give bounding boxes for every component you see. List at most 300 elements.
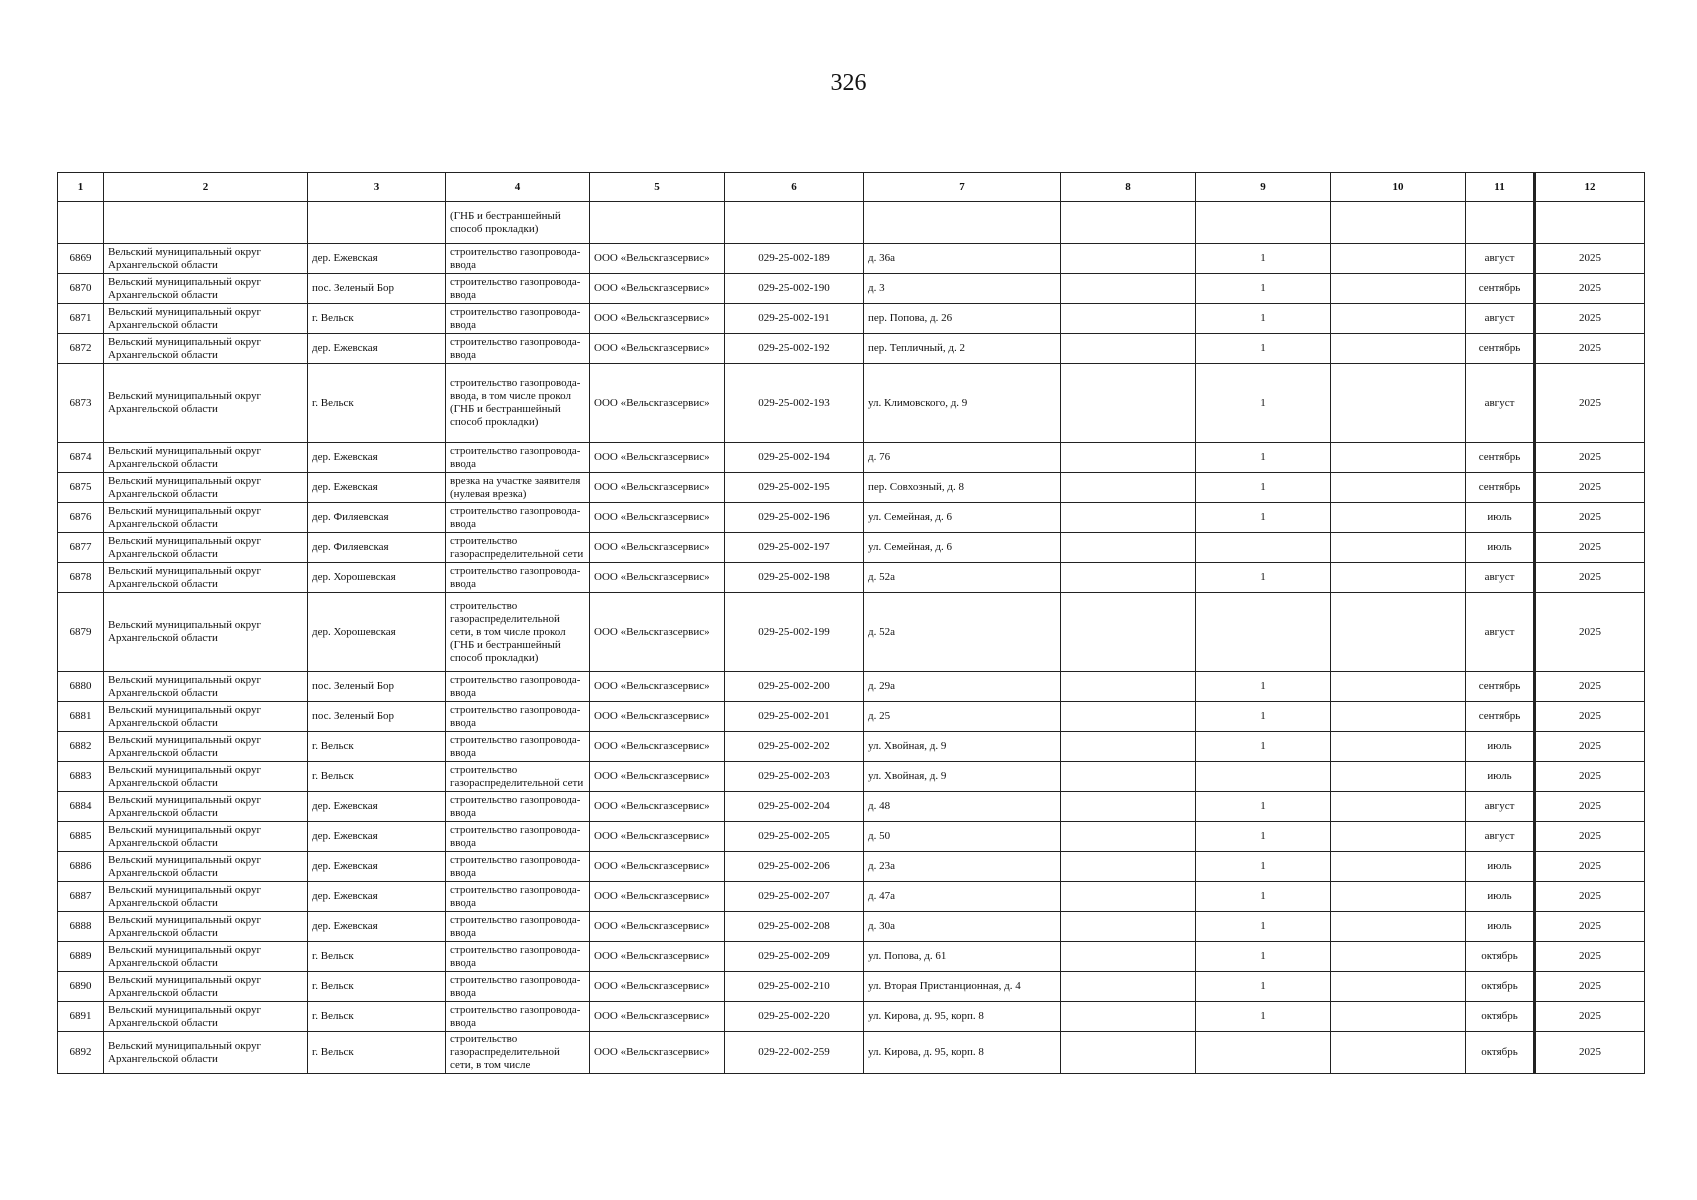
address-cell: д. 29а: [864, 672, 1061, 702]
month-cell: сентябрь: [1466, 672, 1535, 702]
address-cell: д. 48: [864, 792, 1061, 822]
settlement-cell: пос. Зеленый Бор: [308, 274, 446, 304]
month-cell: июль: [1466, 732, 1535, 762]
registry-code-cell: 029-25-002-206: [725, 852, 864, 882]
year-cell: 2025: [1535, 274, 1645, 304]
column-10-cell: [1331, 972, 1466, 1002]
district-cell: Вельский муниципальный округ Архангельской области: [104, 822, 308, 852]
table-row: [58, 533, 1645, 563]
work-type-cell: строительство газопровода-ввода: [446, 563, 590, 593]
work-type-cell: строительство газопровода-ввода: [446, 792, 590, 822]
row-number-cell: 6888: [58, 912, 104, 942]
table-row: [58, 762, 1645, 792]
table-row: [58, 942, 1645, 972]
column-8-cell: [1061, 563, 1196, 593]
month-cell: сентябрь: [1466, 443, 1535, 473]
row-number-cell: 6876: [58, 503, 104, 533]
column-10-cell: [1331, 762, 1466, 792]
month-cell: октябрь: [1466, 1032, 1535, 1074]
address-cell: д. 52а: [864, 593, 1061, 672]
quantity-cell: [1196, 533, 1331, 563]
row-number-cell: 6875: [58, 473, 104, 503]
registry-code-cell: 029-25-002-189: [725, 244, 864, 274]
column-10-cell: [1331, 882, 1466, 912]
settlement-cell: дер. Хорошевская: [308, 593, 446, 672]
table-row: [58, 1002, 1645, 1032]
settlement-cell: дер. Ежевская: [308, 912, 446, 942]
settlement-cell: г. Вельск: [308, 972, 446, 1002]
organization-cell: ООО «Вельскгазсервис»: [590, 304, 725, 334]
work-type-cell: строительство газопровода-ввода: [446, 972, 590, 1002]
registry-code-cell: 029-25-002-193: [725, 364, 864, 443]
quantity-cell: 1: [1196, 942, 1331, 972]
address-cell: ул. Кирова, д. 95, корп. 8: [864, 1032, 1061, 1074]
year-cell: 2025: [1535, 1032, 1645, 1074]
work-type-cell: строительство газораспределительной сети: [446, 762, 590, 792]
quantity-cell: [1196, 593, 1331, 672]
quantity-cell: 1: [1196, 972, 1331, 1002]
table-row: [58, 822, 1645, 852]
organization-cell: ООО «Вельскгазсервис»: [590, 473, 725, 503]
carry-cell-3: [308, 202, 446, 244]
address-cell: ул. Попова, д. 61: [864, 942, 1061, 972]
quantity-cell: 1: [1196, 702, 1331, 732]
table-row: [58, 972, 1645, 1002]
district-cell: Вельский муниципальный округ Архангельской области: [104, 533, 308, 563]
quantity-cell: 1: [1196, 882, 1331, 912]
column-10-cell: [1331, 244, 1466, 274]
row-number-cell: 6891: [58, 1002, 104, 1032]
district-cell: Вельский муниципальный округ Архангельской области: [104, 942, 308, 972]
registry-code-cell: 029-25-002-203: [725, 762, 864, 792]
year-cell: 2025: [1535, 244, 1645, 274]
row-number-cell: 6883: [58, 762, 104, 792]
address-cell: д. 36а: [864, 244, 1061, 274]
organization-cell: ООО «Вельскгазсервис»: [590, 702, 725, 732]
settlement-cell: дер. Ежевская: [308, 334, 446, 364]
settlement-cell: дер. Ежевская: [308, 443, 446, 473]
registry-code-cell: 029-25-002-191: [725, 304, 864, 334]
address-cell: д. 47а: [864, 882, 1061, 912]
work-type-cell: строительство газопровода-ввода: [446, 882, 590, 912]
row-number-cell: 6871: [58, 304, 104, 334]
table-row: [58, 274, 1645, 304]
quantity-cell: 1: [1196, 443, 1331, 473]
col-header-8: 8: [1061, 173, 1196, 202]
year-cell: 2025: [1535, 822, 1645, 852]
column-8-cell: [1061, 852, 1196, 882]
column-10-cell: [1331, 473, 1466, 503]
district-cell: Вельский муниципальный округ Архангельской области: [104, 503, 308, 533]
work-type-cell: строительство газопровода-ввода: [446, 1002, 590, 1032]
settlement-cell: дер. Ежевская: [308, 792, 446, 822]
month-cell: август: [1466, 822, 1535, 852]
work-type-cell: строительство газопровода-ввода: [446, 852, 590, 882]
registry-code-cell: 029-25-002-190: [725, 274, 864, 304]
quantity-cell: 1: [1196, 792, 1331, 822]
year-cell: 2025: [1535, 593, 1645, 672]
year-cell: 2025: [1535, 503, 1645, 533]
registry-code-cell: 029-25-002-197: [725, 533, 864, 563]
row-number-cell: 6885: [58, 822, 104, 852]
row-number-cell: 6880: [58, 672, 104, 702]
registry-code-cell: 029-25-002-202: [725, 732, 864, 762]
carry-cell-9: [1196, 202, 1331, 244]
table-row: [58, 912, 1645, 942]
col-header-12: 12: [1535, 173, 1645, 202]
column-10-cell: [1331, 702, 1466, 732]
district-cell: Вельский муниципальный округ Архангельской области: [104, 334, 308, 364]
year-cell: 2025: [1535, 912, 1645, 942]
address-cell: д. 25: [864, 702, 1061, 732]
month-cell: август: [1466, 563, 1535, 593]
table-row: [58, 334, 1645, 364]
table-row: [58, 792, 1645, 822]
page-number: 326: [830, 70, 867, 96]
organization-cell: ООО «Вельскгазсервис»: [590, 672, 725, 702]
carry-cell-12: [1535, 202, 1645, 244]
organization-cell: ООО «Вельскгазсервис»: [590, 334, 725, 364]
month-cell: октябрь: [1466, 1002, 1535, 1032]
settlement-cell: дер. Ежевская: [308, 852, 446, 882]
row-number-cell: 6870: [58, 274, 104, 304]
settlement-cell: дер. Ежевская: [308, 822, 446, 852]
organization-cell: ООО «Вельскгазсервис»: [590, 732, 725, 762]
settlement-cell: дер. Филяевская: [308, 533, 446, 563]
district-cell: Вельский муниципальный округ Архангельской области: [104, 972, 308, 1002]
settlement-cell: г. Вельск: [308, 304, 446, 334]
column-10-cell: [1331, 274, 1466, 304]
district-cell: Вельский муниципальный округ Архангельской области: [104, 732, 308, 762]
row-number-cell: 6877: [58, 533, 104, 563]
registry-code-cell: 029-25-002-199: [725, 593, 864, 672]
registry-body: [58, 202, 1645, 1074]
column-10-cell: [1331, 792, 1466, 822]
organization-cell: ООО «Вельскгазсервис»: [590, 443, 725, 473]
col-header-3: 3: [308, 173, 446, 202]
settlement-cell: г. Вельск: [308, 942, 446, 972]
column-8-cell: [1061, 304, 1196, 334]
column-8-cell: [1061, 942, 1196, 972]
organization-cell: ООО «Вельскгазсервис»: [590, 1002, 725, 1032]
quantity-cell: 1: [1196, 364, 1331, 443]
table-row: [58, 244, 1645, 274]
month-cell: сентябрь: [1466, 473, 1535, 503]
column-10-cell: [1331, 672, 1466, 702]
work-type-cell: строительство газопровода-ввода: [446, 672, 590, 702]
district-cell: Вельский муниципальный округ Архангельской области: [104, 593, 308, 672]
month-cell: июль: [1466, 533, 1535, 563]
month-cell: октябрь: [1466, 942, 1535, 972]
work-type-cell: строительство газопровода-ввода: [446, 334, 590, 364]
row-number-cell: 6882: [58, 732, 104, 762]
column-10-cell: [1331, 1002, 1466, 1032]
address-cell: ул. Семейная, д. 6: [864, 533, 1061, 563]
row-number-cell: 6874: [58, 443, 104, 473]
carry-cell-8: [1061, 202, 1196, 244]
month-cell: июль: [1466, 882, 1535, 912]
work-type-cell: строительство газораспределительной сети, в том числе прокол (ГНБ и бестраншейный способ прокладки): [446, 593, 590, 672]
organization-cell: ООО «Вельскгазсервис»: [590, 792, 725, 822]
settlement-cell: г. Вельск: [308, 1002, 446, 1032]
quantity-cell: 1: [1196, 672, 1331, 702]
address-cell: ул. Вторая Пристанционная, д. 4: [864, 972, 1061, 1002]
registry-code-cell: 029-25-002-194: [725, 443, 864, 473]
district-cell: Вельский муниципальный округ Архангельской области: [104, 364, 308, 443]
work-type-cell: строительство газопровода-ввода: [446, 503, 590, 533]
year-cell: 2025: [1535, 702, 1645, 732]
column-8-cell: [1061, 473, 1196, 503]
work-type-cell: строительство газопровода-ввода: [446, 822, 590, 852]
organization-cell: ООО «Вельскгазсервис»: [590, 972, 725, 1002]
year-cell: 2025: [1535, 852, 1645, 882]
quantity-cell: 1: [1196, 244, 1331, 274]
carry-cell-5: [590, 202, 725, 244]
district-cell: Вельский муниципальный округ Архангельской области: [104, 1002, 308, 1032]
col-header-6: 6: [725, 173, 864, 202]
registry-code-cell: 029-25-002-195: [725, 473, 864, 503]
column-8-cell: [1061, 822, 1196, 852]
registry-code-cell: 029-25-002-192: [725, 334, 864, 364]
address-cell: ул. Климовского, д. 9: [864, 364, 1061, 443]
address-cell: ул. Кирова, д. 95, корп. 8: [864, 1002, 1061, 1032]
table-row: [58, 882, 1645, 912]
year-cell: 2025: [1535, 732, 1645, 762]
column-8-cell: [1061, 672, 1196, 702]
settlement-cell: пос. Зеленый Бор: [308, 672, 446, 702]
column-8-cell: [1061, 274, 1196, 304]
year-cell: 2025: [1535, 942, 1645, 972]
registry-code-cell: 029-22-002-259: [725, 1032, 864, 1074]
column-8-cell: [1061, 244, 1196, 274]
work-type-cell: строительство газопровода-ввода, в том числе прокол (ГНБ и бестраншейный способ прокладки): [446, 364, 590, 443]
year-cell: 2025: [1535, 1002, 1645, 1032]
month-cell: июль: [1466, 852, 1535, 882]
settlement-cell: г. Вельск: [308, 762, 446, 792]
work-type-cell: строительство газораспределительной сети, в том числе: [446, 1032, 590, 1074]
registry-code-cell: 029-25-002-209: [725, 942, 864, 972]
district-cell: Вельский муниципальный округ Архангельской области: [104, 792, 308, 822]
row-number-cell: 6881: [58, 702, 104, 732]
quantity-cell: [1196, 1032, 1331, 1074]
column-10-cell: [1331, 304, 1466, 334]
registry-code-cell: 029-25-002-220: [725, 1002, 864, 1032]
work-type-cell: строительство газопровода-ввода: [446, 443, 590, 473]
registry-code-cell: 029-25-002-207: [725, 882, 864, 912]
table-row: [58, 852, 1645, 882]
carry-cell-10: [1331, 202, 1466, 244]
quantity-cell: 1: [1196, 563, 1331, 593]
col-header-1: 1: [58, 173, 104, 202]
row-number-cell: 6879: [58, 593, 104, 672]
column-8-cell: [1061, 593, 1196, 672]
organization-cell: ООО «Вельскгазсервис»: [590, 1032, 725, 1074]
organization-cell: ООО «Вельскгазсервис»: [590, 593, 725, 672]
year-cell: 2025: [1535, 972, 1645, 1002]
district-cell: Вельский муниципальный округ Архангельской области: [104, 244, 308, 274]
column-8-cell: [1061, 912, 1196, 942]
registry-code-cell: 029-25-002-210: [725, 972, 864, 1002]
district-cell: Вельский муниципальный округ Архангельской области: [104, 672, 308, 702]
year-cell: 2025: [1535, 533, 1645, 563]
quantity-cell: 1: [1196, 503, 1331, 533]
organization-cell: ООО «Вельскгазсервис»: [590, 882, 725, 912]
column-10-cell: [1331, 1032, 1466, 1074]
month-cell: июль: [1466, 912, 1535, 942]
month-cell: сентябрь: [1466, 334, 1535, 364]
table-row: [58, 593, 1645, 672]
table-row: [58, 672, 1645, 702]
settlement-cell: дер. Ежевская: [308, 473, 446, 503]
row-number-cell: 6890: [58, 972, 104, 1002]
year-cell: 2025: [1535, 563, 1645, 593]
table-row: [58, 563, 1645, 593]
year-cell: 2025: [1535, 443, 1645, 473]
month-cell: август: [1466, 244, 1535, 274]
organization-cell: ООО «Вельскгазсервис»: [590, 762, 725, 792]
registry-code-cell: 029-25-002-201: [725, 702, 864, 732]
work-type-cell: строительство газопровода-ввода: [446, 942, 590, 972]
column-8-cell: [1061, 882, 1196, 912]
organization-cell: ООО «Вельскгазсервис»: [590, 503, 725, 533]
month-cell: сентябрь: [1466, 702, 1535, 732]
district-cell: Вельский муниципальный округ Архангельской области: [104, 762, 308, 792]
table-row: [58, 732, 1645, 762]
settlement-cell: дер. Филяевская: [308, 503, 446, 533]
col-header-7: 7: [864, 173, 1061, 202]
row-number-cell: 6889: [58, 942, 104, 972]
year-cell: 2025: [1535, 792, 1645, 822]
settlement-cell: г. Вельск: [308, 732, 446, 762]
row-number-cell: 6887: [58, 882, 104, 912]
year-cell: 2025: [1535, 304, 1645, 334]
table-row: [58, 473, 1645, 503]
column-10-cell: [1331, 563, 1466, 593]
column-10-cell: [1331, 503, 1466, 533]
organization-cell: ООО «Вельскгазсервис»: [590, 274, 725, 304]
column-8-cell: [1061, 702, 1196, 732]
quantity-cell: 1: [1196, 852, 1331, 882]
address-cell: д. 23а: [864, 852, 1061, 882]
address-cell: пер. Совхозный, д. 8: [864, 473, 1061, 503]
col-header-2: 2: [104, 173, 308, 202]
organization-cell: ООО «Вельскгазсервис»: [590, 822, 725, 852]
registry-code-cell: 029-25-002-208: [725, 912, 864, 942]
col-header-10: 10: [1331, 173, 1466, 202]
carry-cell-2: [104, 202, 308, 244]
month-cell: сентябрь: [1466, 274, 1535, 304]
table-row: [58, 304, 1645, 334]
table-row: [58, 1032, 1645, 1074]
column-8-cell: [1061, 972, 1196, 1002]
year-cell: 2025: [1535, 334, 1645, 364]
address-cell: д. 50: [864, 822, 1061, 852]
organization-cell: ООО «Вельскгазсервис»: [590, 244, 725, 274]
address-cell: д. 52а: [864, 563, 1061, 593]
address-cell: д. 3: [864, 274, 1061, 304]
district-cell: Вельский муниципальный округ Архангельской области: [104, 443, 308, 473]
address-cell: ул. Хвойная, д. 9: [864, 732, 1061, 762]
column-10-cell: [1331, 334, 1466, 364]
address-cell: пер. Попова, д. 26: [864, 304, 1061, 334]
settlement-cell: г. Вельск: [308, 1032, 446, 1074]
carry-over-row: [58, 202, 1645, 244]
quantity-cell: 1: [1196, 334, 1331, 364]
column-10-cell: [1331, 732, 1466, 762]
quantity-cell: 1: [1196, 1002, 1331, 1032]
organization-cell: ООО «Вельскгазсервис»: [590, 364, 725, 443]
month-cell: август: [1466, 593, 1535, 672]
carry-cell-11: [1466, 202, 1535, 244]
year-cell: 2025: [1535, 473, 1645, 503]
quantity-cell: [1196, 762, 1331, 792]
column-8-cell: [1061, 792, 1196, 822]
district-cell: Вельский муниципальный округ Архангельской области: [104, 1032, 308, 1074]
table-row: [58, 503, 1645, 533]
column-8-cell: [1061, 533, 1196, 563]
column-10-cell: [1331, 822, 1466, 852]
registry-code-cell: 029-25-002-204: [725, 792, 864, 822]
column-10-cell: [1331, 533, 1466, 563]
settlement-cell: дер. Ежевская: [308, 244, 446, 274]
quantity-cell: 1: [1196, 473, 1331, 503]
row-number-cell: 6872: [58, 334, 104, 364]
month-cell: октябрь: [1466, 972, 1535, 1002]
column-8-cell: [1061, 334, 1196, 364]
work-type-cell: строительство газопровода-ввода: [446, 274, 590, 304]
work-type-cell: строительство газопровода-ввода: [446, 732, 590, 762]
registry-code-cell: 029-25-002-205: [725, 822, 864, 852]
col-header-9: 9: [1196, 173, 1331, 202]
organization-cell: ООО «Вельскгазсервис»: [590, 852, 725, 882]
work-type-cell: строительство газопровода-ввода: [446, 244, 590, 274]
district-cell: Вельский муниципальный округ Архангельской области: [104, 563, 308, 593]
carry-cell-7: [864, 202, 1061, 244]
district-cell: Вельский муниципальный округ Архангельской области: [104, 912, 308, 942]
table-row: [58, 364, 1645, 443]
row-number-cell: 6886: [58, 852, 104, 882]
col-header-5: 5: [590, 173, 725, 202]
district-cell: Вельский муниципальный округ Архангельской области: [104, 274, 308, 304]
settlement-cell: дер. Ежевская: [308, 882, 446, 912]
column-number-row: [58, 173, 1645, 202]
table-row: [58, 443, 1645, 473]
quantity-cell: 1: [1196, 732, 1331, 762]
column-10-cell: [1331, 912, 1466, 942]
work-type-cell: врезка на участке заявителя (нулевая врезка): [446, 473, 590, 503]
column-8-cell: [1061, 1032, 1196, 1074]
row-number-cell: 6869: [58, 244, 104, 274]
organization-cell: ООО «Вельскгазсервис»: [590, 533, 725, 563]
organization-cell: ООО «Вельскгазсервис»: [590, 942, 725, 972]
organization-cell: ООО «Вельскгазсервис»: [590, 563, 725, 593]
column-10-cell: [1331, 443, 1466, 473]
month-cell: июль: [1466, 503, 1535, 533]
organization-cell: ООО «Вельскгазсервис»: [590, 912, 725, 942]
carry-cell-6: [725, 202, 864, 244]
work-type-cell: строительство газопровода-ввода: [446, 912, 590, 942]
col-header-11: 11: [1466, 173, 1535, 202]
settlement-cell: г. Вельск: [308, 364, 446, 443]
registry-code-cell: 029-25-002-200: [725, 672, 864, 702]
column-10-cell: [1331, 942, 1466, 972]
column-8-cell: [1061, 364, 1196, 443]
registry-table: [57, 172, 1645, 1074]
work-type-cell: строительство газораспределительной сети: [446, 533, 590, 563]
work-type-cell: строительство газопровода-ввода: [446, 304, 590, 334]
column-8-cell: [1061, 443, 1196, 473]
district-cell: Вельский муниципальный округ Архангельской области: [104, 852, 308, 882]
